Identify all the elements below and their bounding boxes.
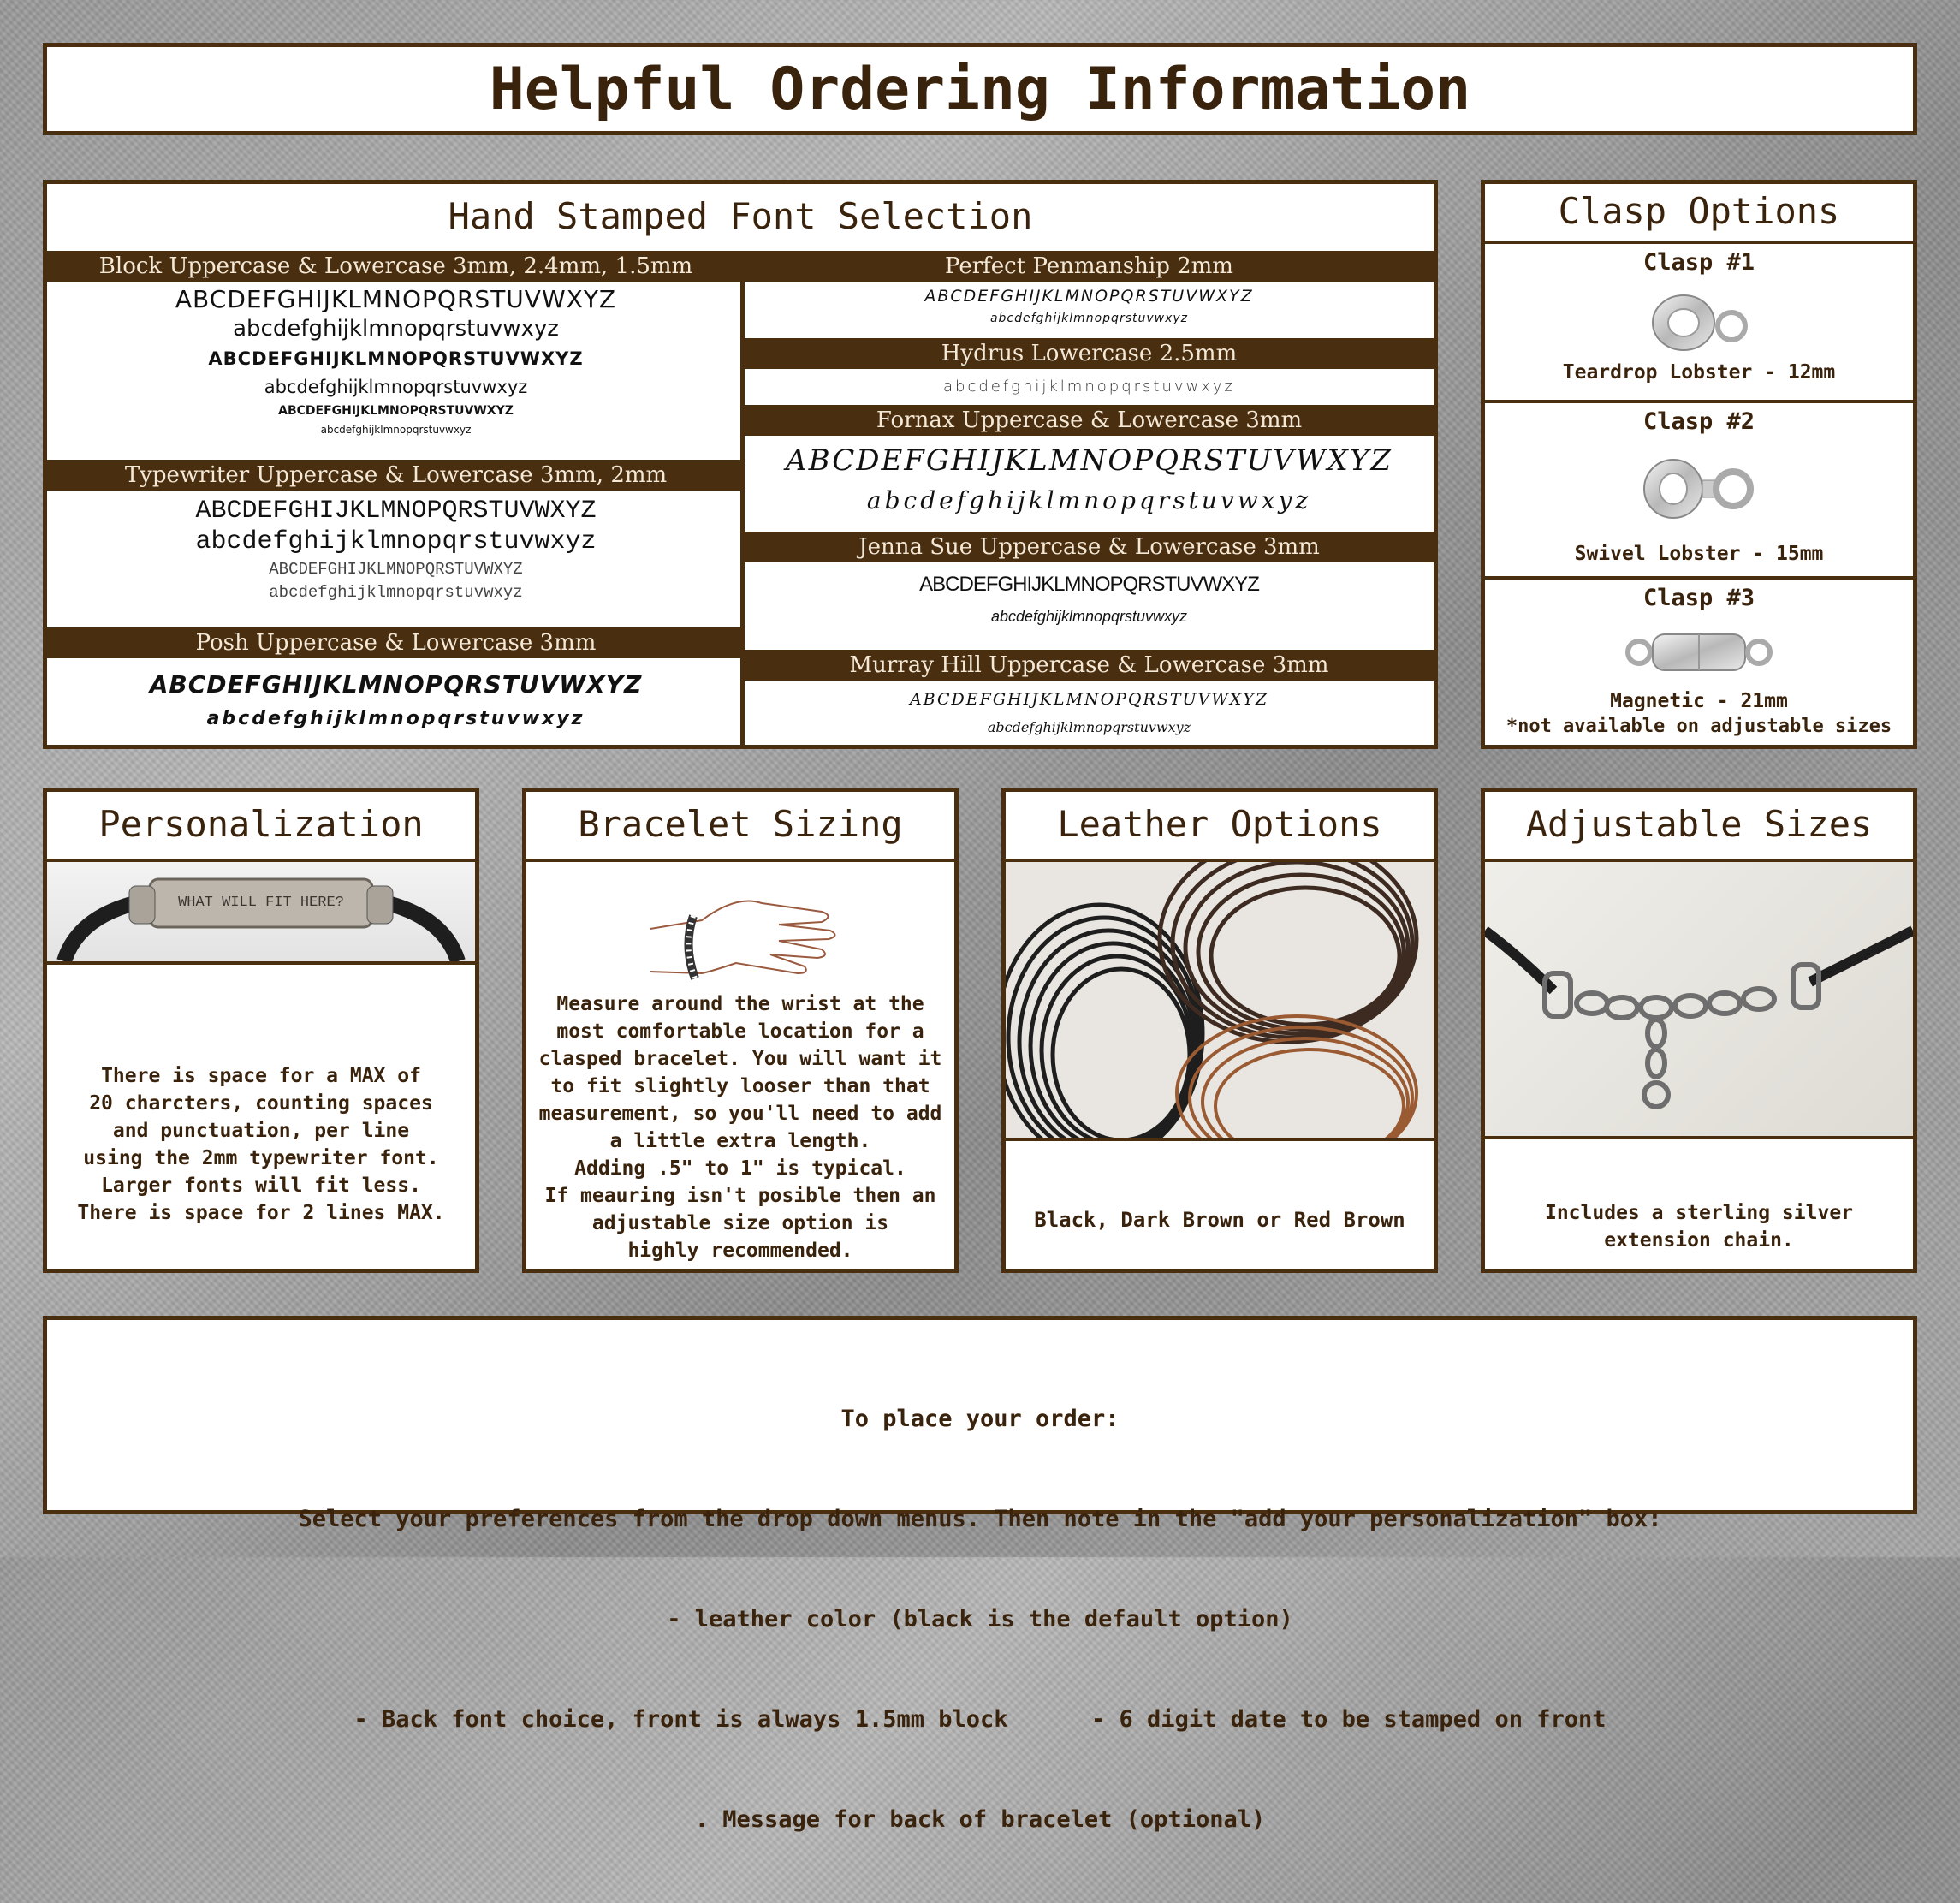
page-title-box xyxy=(43,43,1917,135)
text-line: using the 2mm typewriter font. xyxy=(83,1147,439,1169)
personalization-text xyxy=(47,1062,475,1227)
leather-cords-image xyxy=(1006,862,1434,1138)
page-title: Helpful Ordering Information xyxy=(489,55,1471,123)
text-line: extension chain. xyxy=(1604,1229,1794,1252)
text-line: To place your order: xyxy=(840,1406,1120,1432)
sample-line: abcdefghijklmnopqrstuvwxyz xyxy=(866,486,1312,514)
text-line: Larger fonts will fit less. xyxy=(101,1175,421,1197)
font-column-right xyxy=(745,251,1434,745)
clasp-label: Clasp #3 xyxy=(1642,585,1755,611)
font-selection-heading: Hand Stamped Font Selection xyxy=(448,195,1033,237)
clasp-options-heading: Clasp Options xyxy=(1558,190,1840,232)
font-name-murray-hill: Murray Hill Uppercase & Lowercase 3mm xyxy=(745,650,1434,681)
text-line: highly recommended. xyxy=(627,1240,853,1262)
font-selection-panel xyxy=(43,180,1438,749)
sizing-text xyxy=(526,990,954,1264)
sample-line: ABCDEFGHIJKLMNOPQRSTUVWXYZ xyxy=(208,348,584,369)
font-name-hydrus: Hydrus Lowercase 2.5mm xyxy=(745,338,1434,369)
sample-line: abcdefghijklmnopqrstuvwxyz xyxy=(206,708,585,729)
font-name-posh: Posh Uppercase & Lowercase 3mm xyxy=(47,627,745,658)
sample-line: ABCDEFGHIJKLMNOPQRSTUVWXYZ xyxy=(924,287,1254,306)
divider xyxy=(1485,1136,1913,1139)
clasp-description: Teardrop Lobster - 12mm xyxy=(1562,361,1836,384)
order-instructions-panel xyxy=(43,1316,1917,1833)
sample-line: abcdefghijklmnopqrstuvwxyz xyxy=(942,378,1235,395)
sample-line: ABCDEFGHIJKLMNOPQRSTUVWXYZ xyxy=(149,670,643,699)
text-line: . Message for back of bracelet (optional) xyxy=(694,1806,1266,1833)
clasp-option-3 xyxy=(1485,580,1913,745)
text-line: Select your preferences from the drop down menus. Then note in the "add your personalization" box: xyxy=(298,1506,1662,1532)
wrist-measure-icon xyxy=(642,877,847,989)
sample-line: abcdefghijklmnopqrstuvwxyz xyxy=(233,316,559,342)
text-line: There is space for 2 lines MAX. xyxy=(77,1202,445,1224)
sample-line: abcdefghijklmnopqrstuvwxyz xyxy=(987,719,1191,735)
clasp-label: Clasp #2 xyxy=(1642,408,1755,435)
sample-line: ABCDEFGHIJKLMNOPQRSTUVWXYZ xyxy=(269,560,523,579)
divider xyxy=(47,961,475,965)
font-name-typewriter: Typewriter Uppercase & Lowercase 3mm, 2mm xyxy=(47,460,745,491)
personalization-heading: Personalization xyxy=(98,803,424,845)
sample-line: abcdefghijklmnopqrstuvwxyz xyxy=(989,312,1189,325)
text-line: Includes a sterling silver xyxy=(1544,1202,1854,1224)
clasp-description: Magnetic - 21mm xyxy=(1610,690,1788,712)
bracelet-photo xyxy=(47,862,475,961)
text-line: a little extra length. xyxy=(609,1130,871,1152)
text-line: Adding .5" to 1" is typical. xyxy=(574,1157,906,1180)
font-sample-typewriter xyxy=(47,491,745,627)
text-line: - leather color (black is the default option) xyxy=(667,1606,1293,1632)
font-column-left xyxy=(47,251,745,745)
swivel-lobster-clasp-icon xyxy=(1630,446,1767,532)
sample-line: abcdefghijklmnopqrstuvwxyz xyxy=(269,583,523,602)
bracelet-sizing-heading: Bracelet Sizing xyxy=(578,803,903,845)
sample-line: ABCDEFGHIJKLMNOPQRSTUVWXYZ xyxy=(195,497,597,526)
text-line: Measure around the wrist at the xyxy=(556,993,924,1015)
sample-line: abcdefghijklmnopqrstuvwxyz xyxy=(195,527,597,556)
bracelet-image xyxy=(47,862,475,961)
extension-chain-image xyxy=(1485,862,1913,1136)
clasp-options-panel xyxy=(1481,180,1917,749)
font-sample-jenna-sue xyxy=(745,562,1434,650)
clasp-description: Swivel Lobster - 15mm xyxy=(1574,543,1824,565)
sample-line: abcdefghijklmnopqrstuvwxyz xyxy=(264,377,528,397)
text-line: to fit slightly looser than that xyxy=(550,1075,930,1097)
order-instructions xyxy=(47,1335,1913,1903)
sample-line: ABCDEFGHIJKLMNOPQRSTUVWXYZ xyxy=(786,443,1393,478)
text-line: clasped bracelet. You will want it xyxy=(538,1048,942,1070)
sample-line: ABCDEFGHIJKLMNOPQRSTUVWXYZ xyxy=(909,690,1269,709)
personalization-panel xyxy=(43,788,479,1273)
text-line: There is space for a MAX of xyxy=(101,1065,421,1087)
font-sample-block xyxy=(47,282,745,460)
font-name-block: Block Uppercase & Lowercase 3mm, 2.4mm, 1.5mm xyxy=(47,251,745,282)
sample-line: ABCDEFGHIJKLMNOPQRSTUVWXYZ xyxy=(278,404,514,418)
text-line: - Back font choice, front is always 1.5mm block - 6 digit date to be stamped on front xyxy=(353,1706,1607,1733)
text-line: If meauring isn't posible then an xyxy=(544,1185,936,1207)
adjustable-caption xyxy=(1485,1199,1913,1254)
clasp-label: Clasp #1 xyxy=(1642,249,1755,276)
clasp-option-1 xyxy=(1485,244,1913,398)
sample-line: ABCDEFGHIJKLMNOPQRSTUVWXYZ xyxy=(919,573,1259,596)
text-line: measurement, so you'll need to add xyxy=(538,1103,942,1125)
font-name-jenna-sue: Jenna Sue Uppercase & Lowercase 3mm xyxy=(745,532,1434,562)
sample-line: ABCDEFGHIJKLMNOPQRSTUVWXYZ xyxy=(175,285,617,313)
text-line: most comfortable location for a xyxy=(556,1020,924,1043)
text-line: adjustable size option is xyxy=(591,1212,889,1234)
magnetic-clasp-icon xyxy=(1622,622,1776,682)
text-line: and punctuation, per line xyxy=(112,1120,410,1142)
sample-line: abcdefghijklmnopqrstuvwxyz xyxy=(320,424,472,436)
font-sample-perfect-penmanship xyxy=(745,282,1434,338)
clasp-note: *not available on adjustable sizes xyxy=(1506,716,1892,737)
divider xyxy=(526,859,954,862)
font-sample-fornax xyxy=(745,436,1434,532)
font-name-fornax: Fornax Uppercase & Lowercase 3mm xyxy=(745,405,1434,436)
teardrop-lobster-clasp-icon xyxy=(1639,283,1759,360)
divider xyxy=(1006,1138,1434,1141)
sample-line: abcdefghijklmnopqrstuvwxyz xyxy=(990,608,1188,625)
leather-options-heading: Leather Options xyxy=(1057,803,1382,845)
adjustable-sizes-heading: Adjustable Sizes xyxy=(1525,803,1873,845)
font-name-perfect-penmanship: Perfect Penmanship 2mm xyxy=(745,251,1434,282)
leather-caption: Black, Dark Brown or Red Brown xyxy=(1034,1208,1405,1232)
leather-options-panel xyxy=(1001,788,1438,1273)
adjustable-sizes-panel xyxy=(1481,788,1917,1273)
leather-cords-photo xyxy=(1006,862,1434,1138)
font-sample-posh xyxy=(47,658,745,761)
bracelet-sizing-panel xyxy=(522,788,959,1273)
font-sample-hydrus xyxy=(745,369,1434,405)
clasp-option-2 xyxy=(1485,403,1913,574)
plate-engraving: WHAT WILL FIT HERE? xyxy=(178,895,344,911)
font-sample-murray-hill xyxy=(745,681,1434,752)
extension-chain-photo xyxy=(1485,862,1913,1136)
text-line: 20 charcters, counting spaces xyxy=(89,1092,433,1115)
